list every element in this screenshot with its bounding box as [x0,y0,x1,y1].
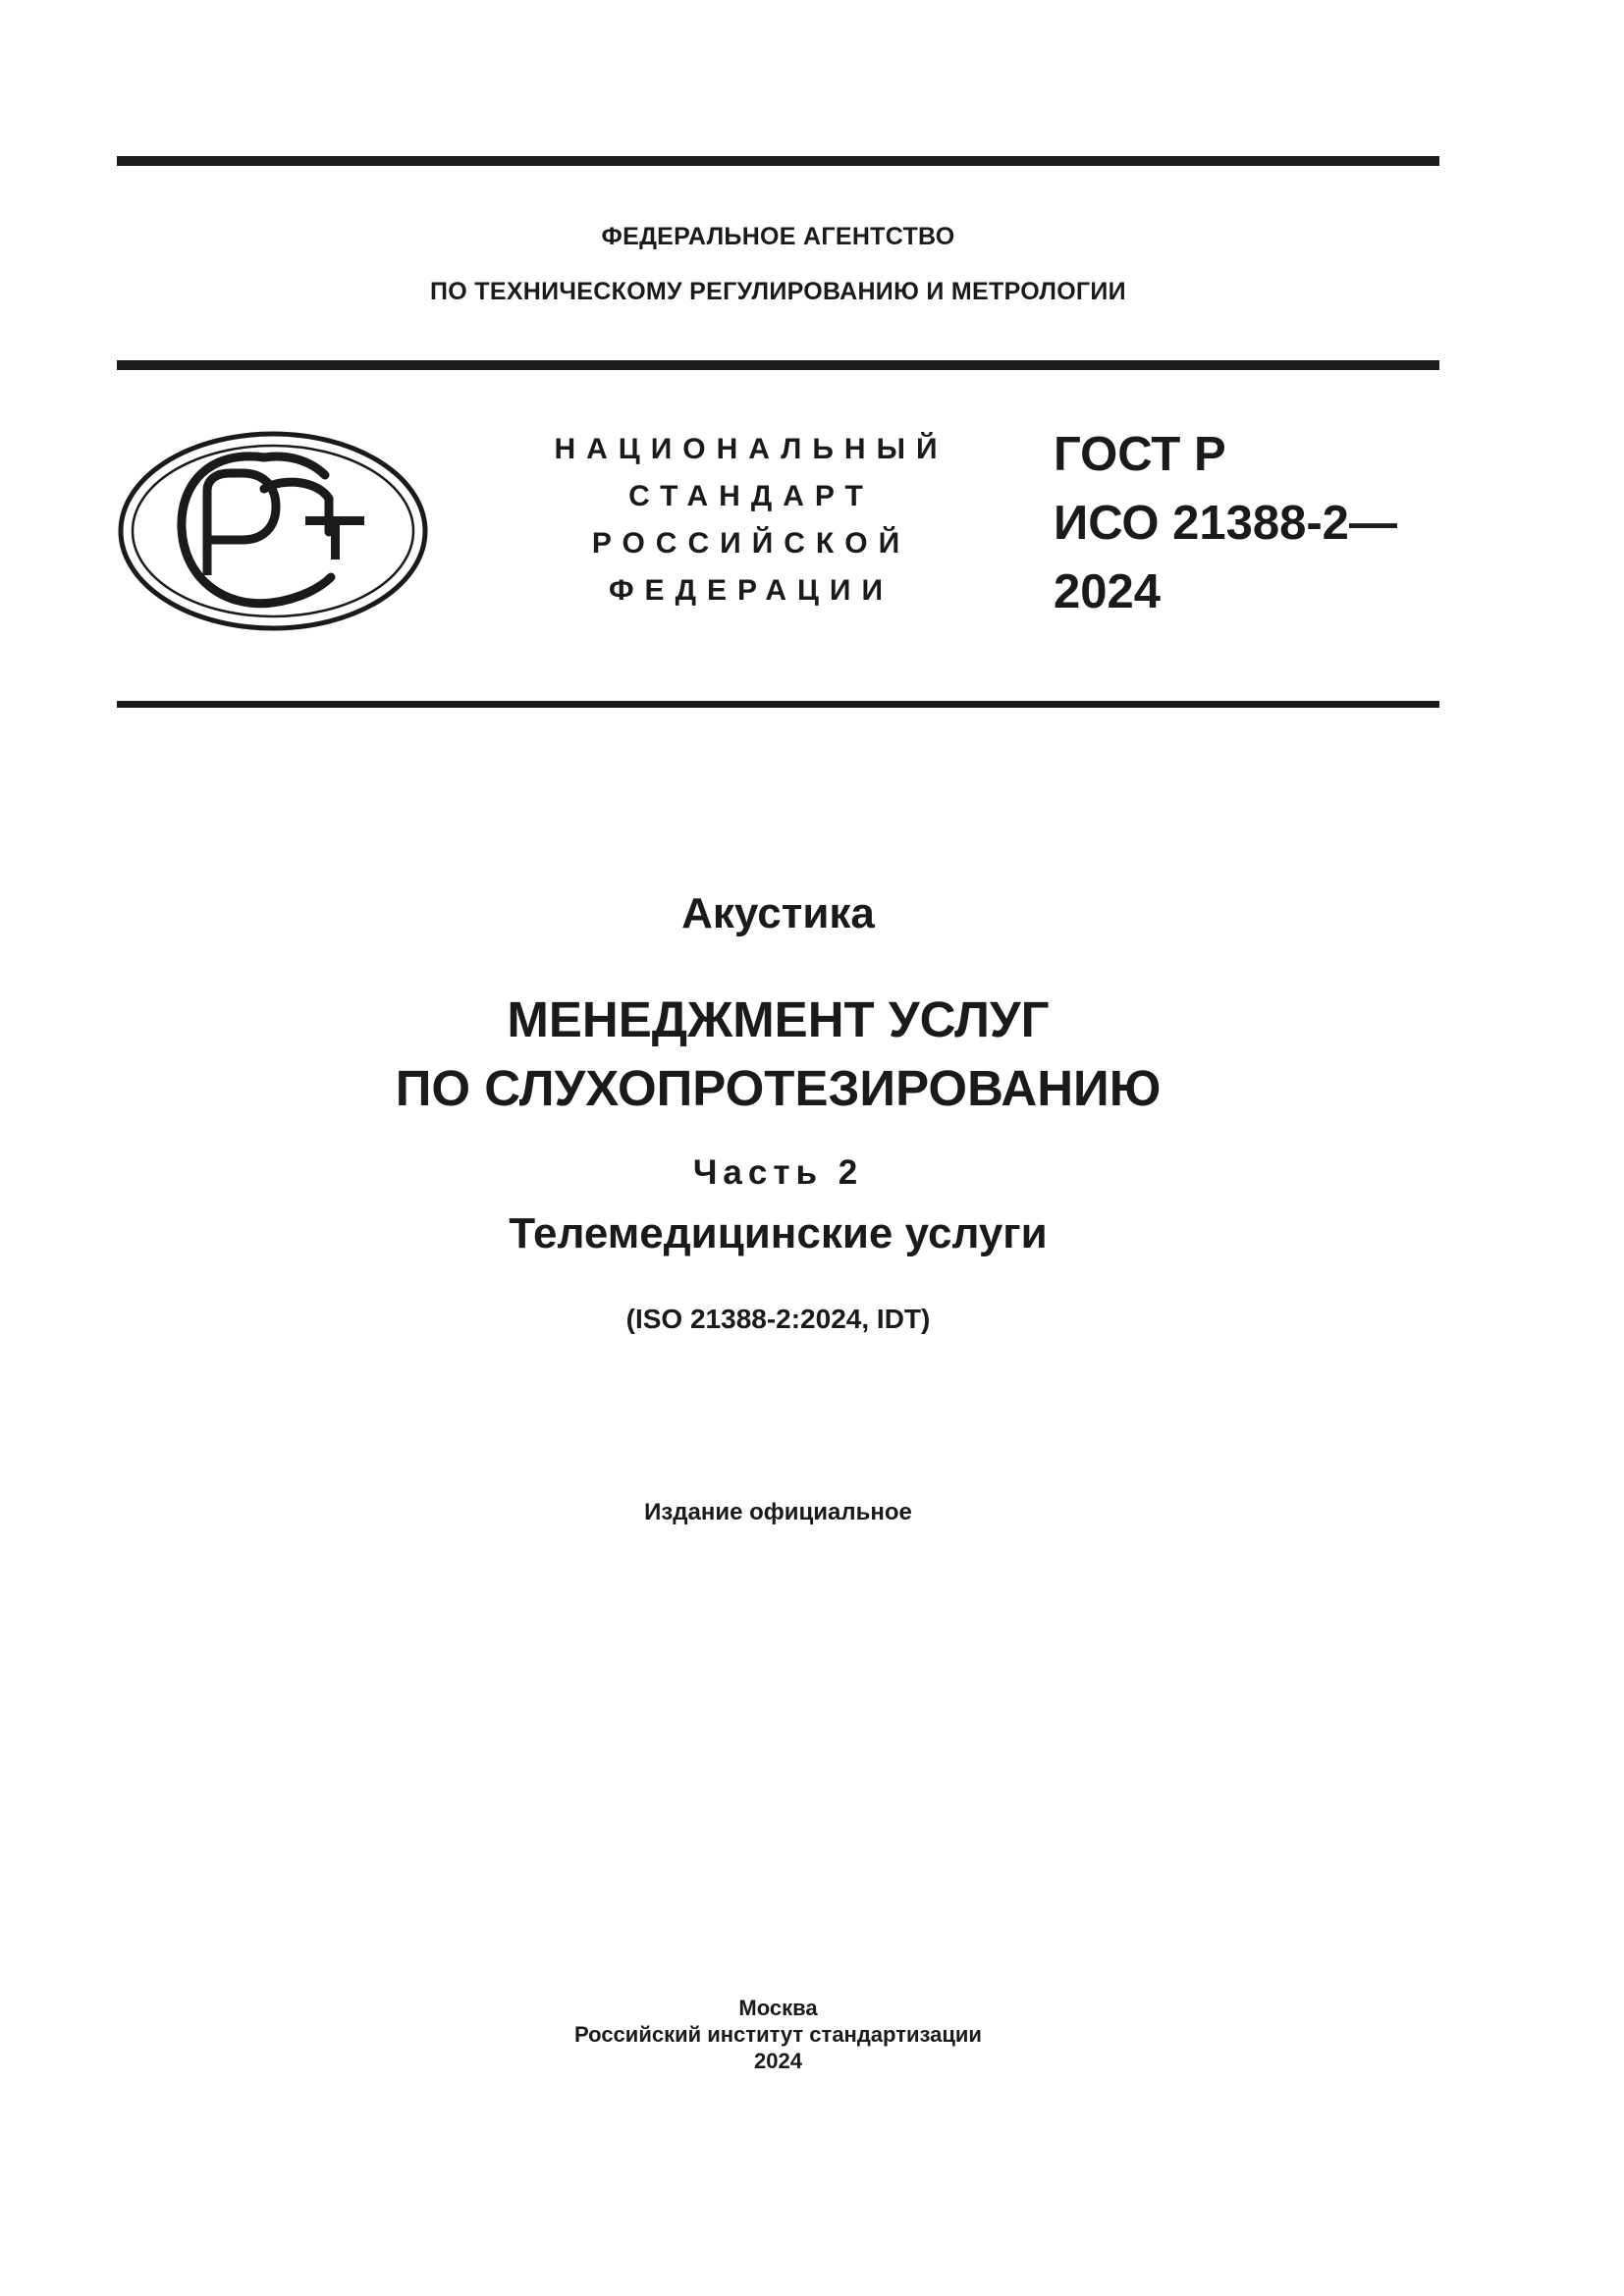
rst-logo-icon [117,430,429,632]
national-standard-line: НАЦИОНАЛЬНЫЙ [554,433,948,465]
document-subject: Акустика [681,889,875,937]
national-standard-line: ФЕДЕРАЦИИ [608,574,894,607]
standard-code-line2: ИСО 21388-2— [1054,497,1397,550]
standard-code-line1: ГОСТ Р [1054,428,1226,481]
agency-name-line1: ФЕДЕРАЛЬНОЕ АГЕНТСТВО [601,223,955,250]
publisher-block [117,1995,1439,2074]
publisher-year: 2024 [754,2049,802,2073]
top-rule [117,156,1439,166]
document-title [117,986,1439,1123]
national-standard-label [530,426,972,614]
document-title-line1: МЕНЕДЖМЕНТ УСЛУГ [507,991,1050,1047]
agency-name-line2: ПО ТЕХНИЧЕСКОМУ РЕГУЛИРОВАНИЮ И МЕТРОЛОГИИ [430,278,1126,305]
national-standard-line: РОССИЙСКОЙ [591,527,911,560]
edition-note: Издание официальное [644,1499,912,1525]
bottom-rule [117,701,1439,708]
document-part-title: Телемедицинские услуги [509,1209,1048,1257]
standard-code [1054,420,1397,626]
iso-reference: (ISO 21388-2:2024, IDT) [625,1304,931,1334]
document-part: Часть 2 [692,1153,864,1192]
middle-rule [117,360,1439,370]
national-standard-line: СТАНДАРТ [628,480,874,512]
document-title-line2: ПО СЛУХОПРОТЕЗИРОВАНИЮ [395,1060,1162,1116]
publisher-name: Российский институт стандартизации [574,2022,982,2047]
publisher-city: Москва [738,1996,818,2020]
standard-code-line3: 2024 [1054,565,1162,618]
